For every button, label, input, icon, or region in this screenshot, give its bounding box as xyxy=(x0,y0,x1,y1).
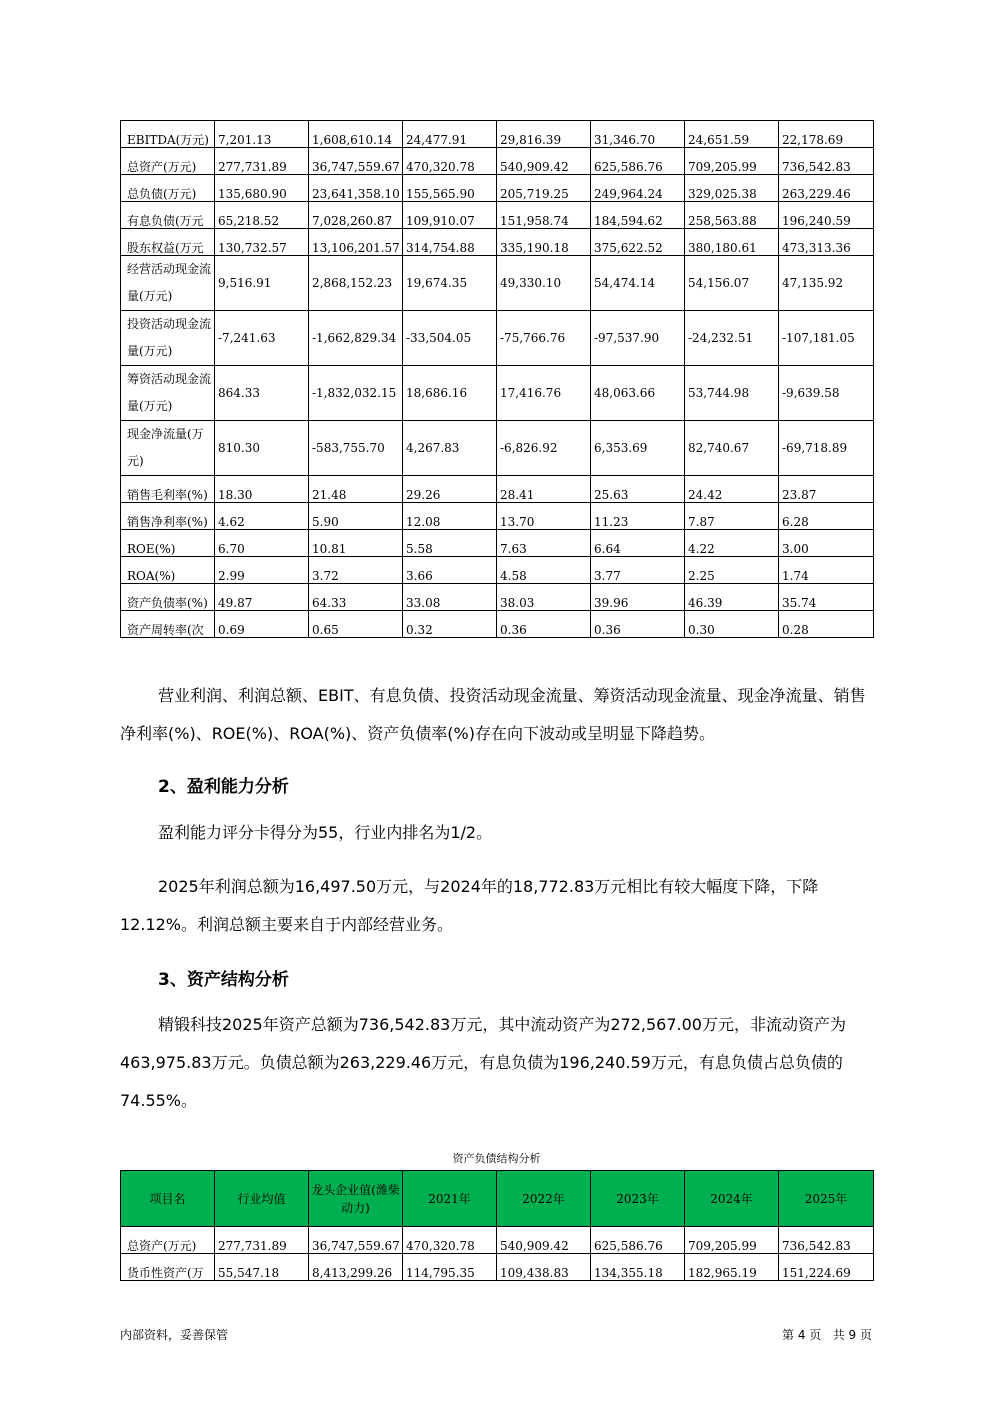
table-cell: 335,190.18 xyxy=(497,229,591,256)
footer-page-number: 第 4 页 共 9 页 xyxy=(782,1328,872,1342)
table-cell: -69,718.89 xyxy=(779,421,874,476)
trend-paragraph xyxy=(120,677,876,753)
table-cell: 314,754.88 xyxy=(403,229,497,256)
row-label: 资产周转率(次 xyxy=(121,611,215,638)
table-caption: 资产负债结构分析 xyxy=(452,1152,541,1165)
row-label: 有息负债(万元 xyxy=(121,202,215,229)
financial-indicators-table xyxy=(120,120,874,638)
table-cell: 13.70 xyxy=(497,503,591,530)
table-header-row xyxy=(121,1171,874,1227)
table-row xyxy=(121,557,874,584)
column-header: 项目名 xyxy=(121,1171,215,1227)
table-row xyxy=(121,530,874,557)
table-cell: 3.77 xyxy=(591,557,685,584)
table-cell: 7,028,260.87 xyxy=(309,202,403,229)
table-cell: 540,909.42 xyxy=(497,1227,591,1254)
table-cell: 864.33 xyxy=(215,366,309,421)
row-label: 总资产(万元) xyxy=(121,148,215,175)
row-label: 总负债(万元) xyxy=(121,175,215,202)
table-cell: 2.99 xyxy=(215,557,309,584)
row-label: 现金净流量(万元) xyxy=(121,421,215,476)
table-cell: 46.39 xyxy=(685,584,779,611)
table-cell: 17,416.76 xyxy=(497,366,591,421)
table-cell: 1,608,610.14 xyxy=(309,121,403,148)
table-cell: -1,832,032.15 xyxy=(309,366,403,421)
table-cell: 12.08 xyxy=(403,503,497,530)
table-row xyxy=(121,503,874,530)
footer-confidential: 内部资料，妥善保管 xyxy=(120,1328,229,1342)
table-cell: 19,674.35 xyxy=(403,256,497,311)
table-cell: 47,135.92 xyxy=(779,256,874,311)
table-cell: 6.70 xyxy=(215,530,309,557)
table-cell: 28.41 xyxy=(497,476,591,503)
table-cell: 7.87 xyxy=(685,503,779,530)
row-label: 货币性资产(万 xyxy=(121,1254,215,1281)
table-cell: 24,477.91 xyxy=(403,121,497,148)
table-cell: 39.96 xyxy=(591,584,685,611)
row-label: 股东权益(万元 xyxy=(121,229,215,256)
table-cell: -9,639.58 xyxy=(779,366,874,421)
table-cell: 184,594.62 xyxy=(591,202,685,229)
profit-score-paragraph xyxy=(120,814,876,852)
table-cell: 2,868,152.23 xyxy=(309,256,403,311)
table-cell: 7,201.13 xyxy=(215,121,309,148)
table-cell: 470,320.78 xyxy=(403,148,497,175)
table-cell: 23,641,358.10 xyxy=(309,175,403,202)
table-cell: 36,747,559.67 xyxy=(309,1227,403,1254)
table-cell: 329,025.38 xyxy=(685,175,779,202)
table-cell: 35.74 xyxy=(779,584,874,611)
row-label: ROE(%) xyxy=(121,530,215,557)
table-cell: 6.64 xyxy=(591,530,685,557)
table-cell: 4.58 xyxy=(497,557,591,584)
table-cell: 0.65 xyxy=(309,611,403,638)
table-cell: 3.72 xyxy=(309,557,403,584)
table-cell: 540,909.42 xyxy=(497,148,591,175)
table-cell: 18,686.16 xyxy=(403,366,497,421)
table-cell: 31,346.70 xyxy=(591,121,685,148)
table-cell: 151,958.74 xyxy=(497,202,591,229)
table-cell: 0.30 xyxy=(685,611,779,638)
row-label: 总资产(万元) xyxy=(121,1227,215,1254)
column-header: 龙头企业值(潍柴动力) xyxy=(309,1171,403,1227)
table-cell: 25.63 xyxy=(591,476,685,503)
table-row xyxy=(121,1254,874,1281)
row-label: EBITDA(万元) xyxy=(121,121,215,148)
column-header: 2024年 xyxy=(685,1171,779,1227)
table-row xyxy=(121,421,874,476)
row-label: 经营活动现金流量(万元) xyxy=(121,256,215,311)
table-cell: 18.30 xyxy=(215,476,309,503)
section-heading-asset-structure: 3、资产结构分析 xyxy=(158,970,289,990)
table-cell: 65,218.52 xyxy=(215,202,309,229)
table-row xyxy=(121,256,874,311)
profit-score-text: 盈利能力评分卡得分为55，行业内排名为1/2。 xyxy=(158,823,493,842)
table-cell: 736,542.83 xyxy=(779,1227,874,1254)
table-cell: 205,719.25 xyxy=(497,175,591,202)
table-cell: 114,795.35 xyxy=(403,1254,497,1281)
table-cell: -583,755.70 xyxy=(309,421,403,476)
table-cell: 54,156.07 xyxy=(685,256,779,311)
table-cell: 0.32 xyxy=(403,611,497,638)
table-cell: 29,816.39 xyxy=(497,121,591,148)
table-cell: 709,205.99 xyxy=(685,1227,779,1254)
table-cell: 55,547.18 xyxy=(215,1254,309,1281)
table-cell: 24.42 xyxy=(685,476,779,503)
table-cell: 49.87 xyxy=(215,584,309,611)
table-cell: 1.74 xyxy=(779,557,874,584)
asset-detail-paragraph xyxy=(120,1006,876,1120)
table-cell: -6,826.92 xyxy=(497,421,591,476)
row-label: 销售毛利率(%) xyxy=(121,476,215,503)
table-cell: 375,622.52 xyxy=(591,229,685,256)
table-cell: 109,910.07 xyxy=(403,202,497,229)
table-cell: -75,766.76 xyxy=(497,311,591,366)
table-row xyxy=(121,148,874,175)
table-cell: 263,229.46 xyxy=(779,175,874,202)
table-cell: -7,241.63 xyxy=(215,311,309,366)
table-cell: 6,353.69 xyxy=(591,421,685,476)
table-cell: -107,181.05 xyxy=(779,311,874,366)
table-cell: 151,224.69 xyxy=(779,1254,874,1281)
table-cell: 4,267.83 xyxy=(403,421,497,476)
table-row xyxy=(121,202,874,229)
table-cell: 53,744.98 xyxy=(685,366,779,421)
table-cell: -97,537.90 xyxy=(591,311,685,366)
table-cell: 0.36 xyxy=(591,611,685,638)
asset-liability-structure-table xyxy=(120,1170,874,1281)
table-cell: 380,180.61 xyxy=(685,229,779,256)
column-header: 行业均值 xyxy=(215,1171,309,1227)
table-cell: 277,731.89 xyxy=(215,1227,309,1254)
table-row xyxy=(121,366,874,421)
table-cell: 24,651.59 xyxy=(685,121,779,148)
asset-detail-text: 精锻科技2025年资产总额为736,542.83万元，其中流动资产为272,567.00万元，非流动资产为463,975.83万元。负债总额为263,229.46万元，有息负债为196,240.59万元，有息负债占总负债的74.55%。 xyxy=(120,1015,846,1110)
table-cell: 130,732.57 xyxy=(215,229,309,256)
row-label: ROA(%) xyxy=(121,557,215,584)
table-cell: 38.03 xyxy=(497,584,591,611)
table-cell: 2.25 xyxy=(685,557,779,584)
column-header: 2021年 xyxy=(403,1171,497,1227)
column-header: 2023年 xyxy=(591,1171,685,1227)
section-heading-profitability: 2、盈利能力分析 xyxy=(158,777,289,797)
table-cell: 82,740.67 xyxy=(685,421,779,476)
row-label: 投资活动现金流量(万元) xyxy=(121,311,215,366)
table-cell: 36,747,559.67 xyxy=(309,148,403,175)
table-cell: -24,232.51 xyxy=(685,311,779,366)
table-cell: 49,330.10 xyxy=(497,256,591,311)
table-cell: 0.36 xyxy=(497,611,591,638)
table-cell: 9,516.91 xyxy=(215,256,309,311)
table-cell: 135,680.90 xyxy=(215,175,309,202)
table-cell: 23.87 xyxy=(779,476,874,503)
table-cell: 48,063.66 xyxy=(591,366,685,421)
table-row xyxy=(121,311,874,366)
table-row xyxy=(121,229,874,256)
table-cell: 6.28 xyxy=(779,503,874,530)
profit-detail-text: 2025年利润总额为16,497.50万元，与2024年的18,772.83万元相比有较大幅度下降，下降12.12%。利润总额主要来自于内部经营业务。 xyxy=(120,877,819,934)
row-label: 筹资活动现金流量(万元) xyxy=(121,366,215,421)
table-cell: 29.26 xyxy=(403,476,497,503)
table-row xyxy=(121,175,874,202)
table-cell: 21.48 xyxy=(309,476,403,503)
table-cell: 8,413,299.26 xyxy=(309,1254,403,1281)
table-cell: 470,320.78 xyxy=(403,1227,497,1254)
table-cell: 182,965.19 xyxy=(685,1254,779,1281)
table-cell: 5.90 xyxy=(309,503,403,530)
table-cell: -33,504.05 xyxy=(403,311,497,366)
table-row xyxy=(121,584,874,611)
table-cell: 3.00 xyxy=(779,530,874,557)
table-row xyxy=(121,476,874,503)
table-cell: 54,474.14 xyxy=(591,256,685,311)
table-cell: 134,355.18 xyxy=(591,1254,685,1281)
table-cell: 473,313.36 xyxy=(779,229,874,256)
table-cell: 33.08 xyxy=(403,584,497,611)
table-cell: 4.22 xyxy=(685,530,779,557)
table-cell: 3.66 xyxy=(403,557,497,584)
table-cell: 709,205.99 xyxy=(685,148,779,175)
table-cell: 277,731.89 xyxy=(215,148,309,175)
column-header: 2025年 xyxy=(779,1171,874,1227)
table-row xyxy=(121,611,874,638)
table-cell: 196,240.59 xyxy=(779,202,874,229)
table-cell: 736,542.83 xyxy=(779,148,874,175)
table-row xyxy=(121,1227,874,1254)
table-cell: 4.62 xyxy=(215,503,309,530)
table-cell: 64.33 xyxy=(309,584,403,611)
table-row xyxy=(121,121,874,148)
table-cell: 249,964.24 xyxy=(591,175,685,202)
trend-text: 营业利润、利润总额、EBIT、有息负债、投资活动现金流量、筹资活动现金流量、现金净流量、销售净利率(%)、ROE(%)、ROA(%)、资产负债率(%)存在向下波动或呈明显下降趋势。 xyxy=(120,686,866,743)
table-cell: 258,563.88 xyxy=(685,202,779,229)
column-header: 2022年 xyxy=(497,1171,591,1227)
table-cell: 109,438.83 xyxy=(497,1254,591,1281)
table-cell: -1,662,829.34 xyxy=(309,311,403,366)
row-label: 资产负债率(%) xyxy=(121,584,215,611)
table-cell: 625,586.76 xyxy=(591,148,685,175)
table-cell: 11.23 xyxy=(591,503,685,530)
table-cell: 10.81 xyxy=(309,530,403,557)
table-cell: 0.28 xyxy=(779,611,874,638)
table-cell: 155,565.90 xyxy=(403,175,497,202)
row-label: 销售净利率(%) xyxy=(121,503,215,530)
table-cell: 7.63 xyxy=(497,530,591,557)
profit-detail-paragraph xyxy=(120,868,876,944)
table-cell: 13,106,201.57 xyxy=(309,229,403,256)
table-cell: 810.30 xyxy=(215,421,309,476)
table-cell: 22,178.69 xyxy=(779,121,874,148)
table-cell: 625,586.76 xyxy=(591,1227,685,1254)
table-cell: 0.69 xyxy=(215,611,309,638)
table-cell: 5.58 xyxy=(403,530,497,557)
